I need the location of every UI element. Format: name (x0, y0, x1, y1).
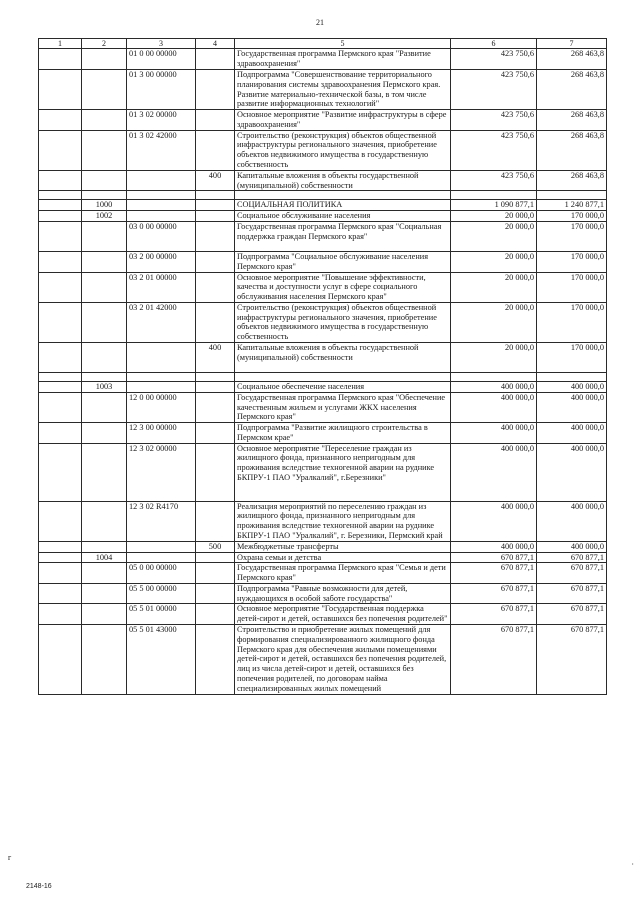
cell-section-col1 (39, 552, 82, 563)
table-row (39, 583, 607, 604)
cell-target-article: 03 2 01 42000 (127, 302, 196, 342)
cell-section-col1 (39, 70, 82, 110)
cell-description: Основное мероприятие "Развитие инфраструктуры в сфере здравоохранения" (235, 110, 451, 131)
cell-target-article (127, 200, 196, 211)
cell-expense-type (196, 372, 235, 381)
cell-section-code: 1000 (82, 200, 127, 211)
cell-amount-year2: 400 000,0 (537, 501, 607, 541)
cell-amount-year2: 670 877,1 (537, 604, 607, 625)
cell-description: Строительство (реконструкция) объектов общественной инфраструктуры регионального значения, приобретение объектов недвижимого имущества в государственную собственность (235, 130, 451, 170)
cell-section-col1 (39, 501, 82, 541)
cell-amount-year2: 268 463,8 (537, 170, 607, 191)
cell-amount-year2: 268 463,8 (537, 70, 607, 110)
cell-expense-type (196, 423, 235, 444)
cell-section-code (82, 563, 127, 584)
cell-description: Основное мероприятие "Повышение эффективности, качества и доступности услуг в сфере социального обслуживания населения Пермского края" (235, 272, 451, 302)
column-header: 1 (39, 39, 82, 49)
table-row (39, 563, 607, 584)
table-row (39, 221, 607, 251)
cell-target-article (127, 342, 196, 372)
cell-section-code (82, 221, 127, 251)
column-header: 2 (82, 39, 127, 49)
table-row (39, 49, 607, 70)
cell-target-article: 05 0 00 00000 (127, 563, 196, 584)
cell-section-col1 (39, 221, 82, 251)
table-row (39, 170, 607, 191)
cell-section-col1 (39, 170, 82, 191)
cell-description: Межбюджетные трансферты (235, 541, 451, 552)
cell-amount-year1: 20 000,0 (451, 251, 537, 272)
cell-expense-type (196, 49, 235, 70)
cell-description: Подпрограмма "Развитие жилищного строительства в Пермском крае" (235, 423, 451, 444)
cell-amount-year2: 268 463,8 (537, 49, 607, 70)
cell-amount-year2: 400 000,0 (537, 423, 607, 444)
cell-section-col1 (39, 604, 82, 625)
column-header: 5 (235, 39, 451, 49)
cell-target-article: 01 0 00 00000 (127, 49, 196, 70)
table-row (39, 501, 607, 541)
table-row (39, 110, 607, 131)
cell-amount-year1: 423 750,6 (451, 170, 537, 191)
cell-target-article (127, 191, 196, 200)
cell-amount-year1: 20 000,0 (451, 272, 537, 302)
cell-expense-type (196, 221, 235, 251)
cell-expense-type (196, 191, 235, 200)
cell-section-col1 (39, 423, 82, 444)
cell-amount-year2: 268 463,8 (537, 110, 607, 131)
cell-amount-year1: 400 000,0 (451, 541, 537, 552)
margin-mark-right: · (631, 860, 634, 869)
cell-section-col1 (39, 200, 82, 211)
cell-section-code (82, 583, 127, 604)
cell-amount-year1: 400 000,0 (451, 501, 537, 541)
cell-amount-year1: 423 750,6 (451, 70, 537, 110)
cell-section-code: 1004 (82, 552, 127, 563)
cell-target-article: 12 0 00 00000 (127, 392, 196, 422)
cell-description: Капитальные вложения в объекты государственной (муниципальной) собственности (235, 170, 451, 191)
cell-section-col1 (39, 625, 82, 694)
cell-section-col1 (39, 381, 82, 392)
column-header: 3 (127, 39, 196, 49)
cell-amount-year2: 670 877,1 (537, 583, 607, 604)
cell-amount-year2: 170 000,0 (537, 302, 607, 342)
cell-target-article (127, 552, 196, 563)
cell-amount-year1: 400 000,0 (451, 423, 537, 444)
cell-section-code (82, 302, 127, 342)
cell-section-col1 (39, 541, 82, 552)
cell-section-col1 (39, 392, 82, 422)
cell-section-col1 (39, 49, 82, 70)
cell-amount-year1 (451, 191, 537, 200)
cell-expense-type (196, 604, 235, 625)
cell-section-code (82, 423, 127, 444)
cell-section-col1 (39, 443, 82, 501)
cell-target-article: 12 3 02 00000 (127, 443, 196, 501)
cell-description: Строительство и приобретение жилых помещений для формирования специализированного жилищного фонда Пермского края для обеспечения жилыми помещениями детей-сирот и детей, оставшихся без попечения родителей, лиц из числа детей-сирот и детей, оставшихся без попечения родителей, по договорам найма специализированных жилых помещений (235, 625, 451, 694)
table-row (39, 251, 607, 272)
cell-section-code: 1002 (82, 211, 127, 222)
cell-section-code (82, 541, 127, 552)
column-header: 4 (196, 39, 235, 49)
cell-expense-type (196, 625, 235, 694)
cell-expense-type (196, 251, 235, 272)
cell-section-code (82, 272, 127, 302)
column-header: 7 (537, 39, 607, 49)
cell-amount-year2: 170 000,0 (537, 221, 607, 251)
cell-target-article (127, 541, 196, 552)
cell-expense-type: 400 (196, 170, 235, 191)
cell-section-code (82, 392, 127, 422)
document-code: 2148-16 (26, 883, 52, 890)
cell-description: Охрана семьи и детства (235, 552, 451, 563)
cell-description: Капитальные вложения в объекты государственной (муниципальной) собственности (235, 342, 451, 372)
cell-amount-year2: 170 000,0 (537, 211, 607, 222)
cell-amount-year2: 400 000,0 (537, 381, 607, 392)
table-row (39, 625, 607, 694)
cell-target-article (127, 372, 196, 381)
cell-target-article: 12 3 02 R4170 (127, 501, 196, 541)
cell-target-article: 03 2 01 00000 (127, 272, 196, 302)
table-row (39, 423, 607, 444)
table-row (39, 200, 607, 211)
cell-amount-year1: 670 877,1 (451, 625, 537, 694)
cell-amount-year1: 670 877,1 (451, 552, 537, 563)
cell-description: Реализация мероприятий по переселению граждан из жилищного фонда, признанного непригодным для проживания вследствие техногенной аварии на руднике БКПРУ-1 ПАО "Уралкалий", г. Березники, Пермский край (235, 501, 451, 541)
cell-amount-year2: 670 877,1 (537, 625, 607, 694)
cell-section-col1 (39, 251, 82, 272)
margin-mark: г (8, 853, 12, 862)
cell-amount-year2: 400 000,0 (537, 541, 607, 552)
cell-expense-type (196, 200, 235, 211)
cell-section-col1 (39, 583, 82, 604)
cell-target-article: 01 3 00 00000 (127, 70, 196, 110)
cell-amount-year2: 1 240 877,1 (537, 200, 607, 211)
cell-section-code (82, 604, 127, 625)
cell-description: Социальное обеспечение населения (235, 381, 451, 392)
cell-amount-year2 (537, 372, 607, 381)
cell-amount-year2: 400 000,0 (537, 392, 607, 422)
cell-target-article (127, 381, 196, 392)
cell-expense-type (196, 130, 235, 170)
cell-amount-year2: 268 463,8 (537, 130, 607, 170)
cell-amount-year2 (537, 191, 607, 200)
table-body (39, 49, 607, 694)
cell-amount-year2: 170 000,0 (537, 251, 607, 272)
cell-section-code (82, 49, 127, 70)
cell-description: Подпрограмма "Социальное обслуживание населения Пермского края" (235, 251, 451, 272)
cell-section-col1 (39, 191, 82, 200)
cell-description: Государственная программа Пермского края "Развитие здравоохранения" (235, 49, 451, 70)
cell-amount-year2: 400 000,0 (537, 443, 607, 501)
cell-amount-year1: 423 750,6 (451, 110, 537, 131)
cell-section-col1 (39, 372, 82, 381)
cell-amount-year1: 400 000,0 (451, 443, 537, 501)
cell-amount-year2: 170 000,0 (537, 272, 607, 302)
spacer-row (39, 372, 607, 381)
cell-description: Строительство (реконструкция) объектов общественной инфраструктуры регионального значения, приобретение объектов недвижимого имущества в государственную собственность (235, 302, 451, 342)
cell-description (235, 372, 451, 381)
cell-section-col1 (39, 302, 82, 342)
table-row (39, 604, 607, 625)
cell-amount-year1: 20 000,0 (451, 221, 537, 251)
cell-expense-type (196, 70, 235, 110)
cell-target-article (127, 170, 196, 191)
cell-expense-type (196, 272, 235, 302)
cell-expense-type (196, 443, 235, 501)
cell-target-article: 12 3 00 00000 (127, 423, 196, 444)
table-row (39, 130, 607, 170)
table-row (39, 552, 607, 563)
table-row (39, 541, 607, 552)
cell-section-code (82, 501, 127, 541)
table-row (39, 381, 607, 392)
cell-description: Социальное обслуживание населения (235, 211, 451, 222)
cell-description: Государственная программа Пермского края "Обеспечение качественным жильем и услугами ЖКХ населения Пермского края" (235, 392, 451, 422)
cell-expense-type (196, 583, 235, 604)
cell-expense-type: 400 (196, 342, 235, 372)
cell-section-code: 1003 (82, 381, 127, 392)
cell-section-code (82, 110, 127, 131)
table-row (39, 392, 607, 422)
cell-section-col1 (39, 272, 82, 302)
table-row (39, 70, 607, 110)
cell-section-code (82, 625, 127, 694)
cell-section-code (82, 443, 127, 501)
header-row (39, 39, 607, 49)
cell-section-code (82, 251, 127, 272)
cell-expense-type (196, 110, 235, 131)
cell-section-col1 (39, 563, 82, 584)
column-header: 6 (451, 39, 537, 49)
table-row (39, 443, 607, 501)
table-row (39, 342, 607, 372)
cell-target-article: 05 5 01 43000 (127, 625, 196, 694)
cell-expense-type (196, 381, 235, 392)
cell-expense-type (196, 211, 235, 222)
cell-expense-type (196, 552, 235, 563)
cell-section-code (82, 70, 127, 110)
cell-amount-year1: 20 000,0 (451, 342, 537, 372)
cell-description: Основное мероприятие "Государственная поддержка детей-сирот и детей, оставшихся без попечения родителей" (235, 604, 451, 625)
cell-description: Подпрограмма "Равные возможности для детей, нуждающихся в особой заботе государства" (235, 583, 451, 604)
cell-target-article: 05 5 01 00000 (127, 604, 196, 625)
cell-section-code (82, 170, 127, 191)
cell-section-code (82, 372, 127, 381)
cell-target-article: 01 3 02 42000 (127, 130, 196, 170)
cell-description: Государственная программа Пермского края "Социальная поддержка граждан Пермского края" (235, 221, 451, 251)
cell-section-col1 (39, 211, 82, 222)
cell-description: Подпрограмма "Совершенствование территориального планирования системы здравоохранения Пермского края. Развитие материально-технической базы, в том числе развитие информационных технологий" (235, 70, 451, 110)
cell-section-col1 (39, 130, 82, 170)
cell-amount-year1: 423 750,6 (451, 130, 537, 170)
cell-expense-type (196, 392, 235, 422)
cell-expense-type: 500 (196, 541, 235, 552)
cell-amount-year1: 423 750,6 (451, 49, 537, 70)
cell-target-article: 01 3 02 00000 (127, 110, 196, 131)
cell-section-code (82, 130, 127, 170)
spacer-row (39, 191, 607, 200)
cell-section-col1 (39, 110, 82, 131)
cell-target-article: 03 0 00 00000 (127, 221, 196, 251)
cell-amount-year2: 170 000,0 (537, 342, 607, 372)
table-row (39, 211, 607, 222)
table-row (39, 302, 607, 342)
cell-amount-year1: 670 877,1 (451, 563, 537, 584)
cell-amount-year1: 20 000,0 (451, 211, 537, 222)
cell-target-article: 03 2 00 00000 (127, 251, 196, 272)
cell-amount-year1 (451, 372, 537, 381)
cell-description: Государственная программа Пермского края "Семья и дети Пермского края" (235, 563, 451, 584)
cell-expense-type (196, 563, 235, 584)
cell-description: СОЦИАЛЬНАЯ ПОЛИТИКА (235, 200, 451, 211)
budget-table (38, 38, 607, 695)
cell-description: Основное мероприятие "Переселение граждан из жилищного фонда, признанного непригодным для проживания вследствие техногенной аварии на руднике БКПРУ-1 ПАО "Уралкалий", г.Березники" (235, 443, 451, 501)
cell-amount-year1: 670 877,1 (451, 604, 537, 625)
cell-section-col1 (39, 342, 82, 372)
cell-expense-type (196, 501, 235, 541)
page-number: 21 (316, 18, 324, 27)
cell-amount-year1: 20 000,0 (451, 302, 537, 342)
cell-amount-year1: 1 090 877,1 (451, 200, 537, 211)
cell-section-code (82, 191, 127, 200)
cell-target-article (127, 211, 196, 222)
cell-amount-year2: 670 877,1 (537, 552, 607, 563)
cell-section-code (82, 342, 127, 372)
cell-description (235, 191, 451, 200)
cell-amount-year1: 400 000,0 (451, 381, 537, 392)
cell-amount-year1: 670 877,1 (451, 583, 537, 604)
cell-target-article: 05 5 00 00000 (127, 583, 196, 604)
cell-amount-year2: 670 877,1 (537, 563, 607, 584)
cell-expense-type (196, 302, 235, 342)
cell-amount-year1: 400 000,0 (451, 392, 537, 422)
table-row (39, 272, 607, 302)
